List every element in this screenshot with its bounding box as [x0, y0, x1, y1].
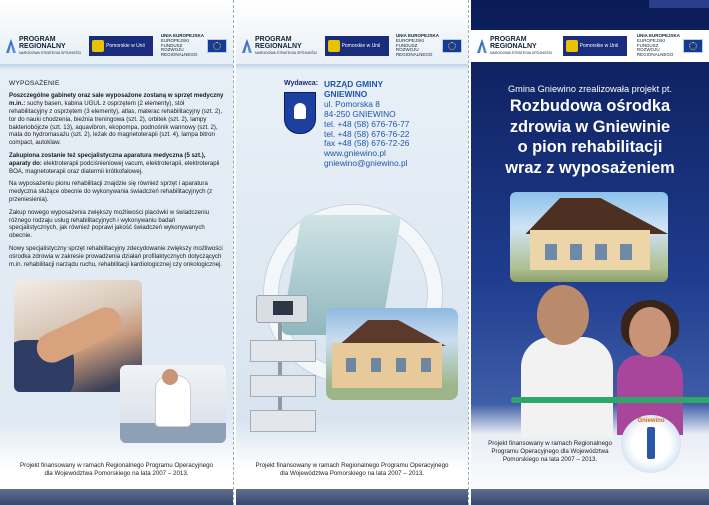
- program-title: PROGRAM: [255, 36, 292, 43]
- title-line4: wraz z wyposażeniem: [505, 158, 675, 177]
- doctor-photo: [120, 365, 226, 443]
- eu-flag-icon: [442, 39, 462, 53]
- eu-line1: UNIA EUROPEJSKA: [160, 32, 204, 38]
- footer-note-middle: [246, 462, 458, 478]
- pomorskie-text: Pomorskie w Unii: [106, 43, 145, 49]
- para2-bold: Zakupiona zostanie też specjalistyczna aparatura medyczna (5 szt.), aparaty do:: [9, 152, 206, 167]
- email-link[interactable]: gniewino@gniewino.pl: [324, 158, 408, 169]
- header-stripe: [0, 64, 233, 70]
- equipment-para-4: Zakup nowego wyposażenia zwiększy możliwości placówki w świadczeniu różnego rodzaju usług rehabilitacyjnych i wykonywaniu badań specjalistycznych, jak również poprawi jakość świadczeń wykonywanych obecnie.: [9, 208, 210, 240]
- project-title: [477, 96, 703, 178]
- lighthouse-icon: [647, 427, 655, 459]
- para1-bold: Poszczególne gabinety oraz sale wyposażone zostaną w sprzęt medyczny m.in.:: [9, 92, 224, 108]
- program-title: PROGRAM: [490, 36, 527, 43]
- header-stripe: [236, 64, 468, 70]
- program-tagline: NARODOWA STRATEGIA SPÓJNOŚCI: [19, 51, 82, 55]
- eu-flag-icon: [207, 39, 227, 53]
- footer-note-right: [481, 440, 619, 463]
- equipment-para-1: [9, 92, 224, 147]
- footer-bar: [236, 489, 468, 505]
- middle-panel: [236, 0, 468, 505]
- city: 84-250 GNIEWINO: [324, 108, 396, 119]
- eu-line1: UNIA EUROPEJSKA: [636, 32, 680, 38]
- eu-line2: EUROPEJSKI FUNDUSZ ROZWOJU REGIONALNEGO: [160, 37, 198, 58]
- phone-1: tel. +48 (58) 676-76-77: [324, 118, 410, 129]
- program-tagline: NARODOWA STRATEGIA SPÓJNOŚCI: [490, 51, 553, 55]
- pomorskie-text: Pomorskie w Unii: [341, 43, 381, 49]
- logo-row: [242, 30, 462, 62]
- para1-text: suchy basen, kabina UGUL z osprzętem (2 elementy), stół rehabilitacyjny z osprzętem (3 elementy), atlas, materac rehabilitacyjny (szt. 2), tor do nauki chodzenia, bieżnia treningowa (szt. 2), orbitek (szt. 2), lampy bakteriobójcze (szt. 13), aquavibron, ekopompa, podnośnik wannowy (szt. 2), mata do hydromasażu (szt. 2), leżak do magnetoterapii (szt. 4), lampa bitron compact, autoklaw.: [9, 100, 223, 147]
- title-line3: o pion rehabilitacji: [517, 138, 663, 156]
- website-link[interactable]: www.gniewino.pl: [324, 148, 386, 159]
- program-regionalny-logo: [242, 36, 317, 56]
- equipment-heading: WYPOSAŻENIE: [9, 80, 60, 87]
- phone-2: tel. +48 (58) 676-76-22: [324, 128, 410, 139]
- title-line1: Rozbudowa ośrodka: [509, 97, 671, 115]
- org-line1: URZĄD GMINY: [324, 79, 384, 89]
- footer-line1: Projekt finansowany w ramach Regionalnego Programu Operacyjnego: [20, 462, 213, 469]
- footer-right-line1: Projekt finansowany w ramach Regionalnego: [488, 440, 612, 447]
- gryf-icon: [566, 40, 578, 52]
- eu-line1: UNIA EUROPEJSKA: [395, 32, 439, 38]
- footer-right-line3: Pomorskiego na lata 2007 – 2013.: [502, 455, 598, 463]
- eu-logo: [161, 34, 227, 59]
- program-regionalny-logo: [477, 36, 552, 56]
- medical-device-photo: [246, 295, 326, 440]
- gniewino-coat-of-arms-icon: [284, 92, 316, 134]
- footer-bar: [471, 489, 709, 505]
- footer-line1: Projekt finansowany w ramach Regionalnego Programu Operacyjnego: [255, 462, 449, 469]
- program-title: PROGRAM: [19, 36, 56, 43]
- program-regionalny-logo: [6, 36, 81, 56]
- title-line2: zdrowia w Gniewinie: [509, 117, 671, 136]
- eu-flag-icon: [683, 39, 703, 53]
- program-logo-icon: [242, 39, 252, 53]
- footer-right-line2: Programu Operacyjnego dla Województwa: [491, 447, 609, 455]
- health-center-photo: [510, 192, 668, 282]
- footer-note-left: [10, 462, 223, 478]
- program-subtitle: REGIONALNY: [490, 43, 537, 50]
- org-line2: GNIEWINO: [324, 88, 368, 99]
- para2-text: elektroterapii podciśnieniowej vacum, elektroterapii, elektroterapii BOA, magnetoterapii oraz diatermii krótkofalowej.: [9, 159, 220, 175]
- program-subtitle: REGIONALNY: [255, 43, 302, 50]
- program-logo-icon: [6, 39, 16, 53]
- program-logo-icon: [477, 39, 487, 53]
- left-panel: [0, 0, 233, 505]
- gniewino-logo: [621, 415, 681, 473]
- program-tagline: NARODOWA STRATEGIA SPÓJNOŚCI: [255, 51, 318, 55]
- logo-row: [471, 30, 709, 62]
- eu-line2: EUROPEJSKI FUNDUSZ ROZWOJU REGIONALNEGO: [395, 37, 433, 58]
- eu-logo: [396, 34, 462, 59]
- pomorskie-logo: [563, 36, 627, 56]
- footer-bar: [0, 489, 233, 505]
- rehabilitation-photo: [521, 285, 709, 440]
- gryf-icon: [328, 40, 340, 52]
- pomorskie-text: Pomorskie w Unii: [579, 43, 619, 49]
- cover-panel: [471, 0, 709, 505]
- program-subtitle: REGIONALNY: [19, 43, 66, 50]
- fax: fax +48 (58) 676-72-26: [324, 138, 410, 149]
- project-intro: Gmina Gniewino zrealizowała projekt pt.: [508, 84, 672, 94]
- eu-logo: [637, 34, 703, 59]
- pomorskie-logo: [325, 36, 389, 56]
- equipment-para-5: Nowy specjalistyczny sprzęt rehabilitacyjny zdecydowanie zwiększy możliwości ośrodka zdrowia w zakresie prowadzenia działań profilaktycznych dotyczących m.in. rehabilitacji narządu ruchu, rehabilitacji kardiologicznej czy onkologicznej.: [9, 244, 223, 268]
- eu-line2: EUROPEJSKI FUNDUSZ ROZWOJU REGIONALNEGO: [636, 37, 674, 58]
- publisher-label: Wydawca:: [284, 80, 319, 87]
- footer-line2: dla Województwa Pomorskiego na lata 2007 – 2013.: [279, 469, 424, 477]
- pomorskie-logo: [89, 36, 153, 56]
- equipment-para-2: [9, 152, 224, 175]
- corner-bar: [649, 0, 709, 8]
- gryf-icon: [92, 40, 104, 52]
- logo-row: [6, 30, 227, 62]
- equipment-para-3: Na wyposażeniu pionu rehabilitacji znajdzie się również sprzęt i aparatura medyczna służące obecnie do wykonywania świadczeń rehabilitacyjnych (z przeniesienia).: [9, 180, 213, 203]
- equipment-text: [9, 80, 224, 273]
- gniewino-logo-text: Gniewino: [637, 418, 665, 424]
- street: ul. Pomorska 8: [324, 98, 380, 109]
- health-center-photo-small: [326, 308, 458, 400]
- publisher-address: [324, 80, 409, 169]
- footer-line2: dla Województwa Pomorskiego na lata 2007 – 2013.: [44, 469, 189, 477]
